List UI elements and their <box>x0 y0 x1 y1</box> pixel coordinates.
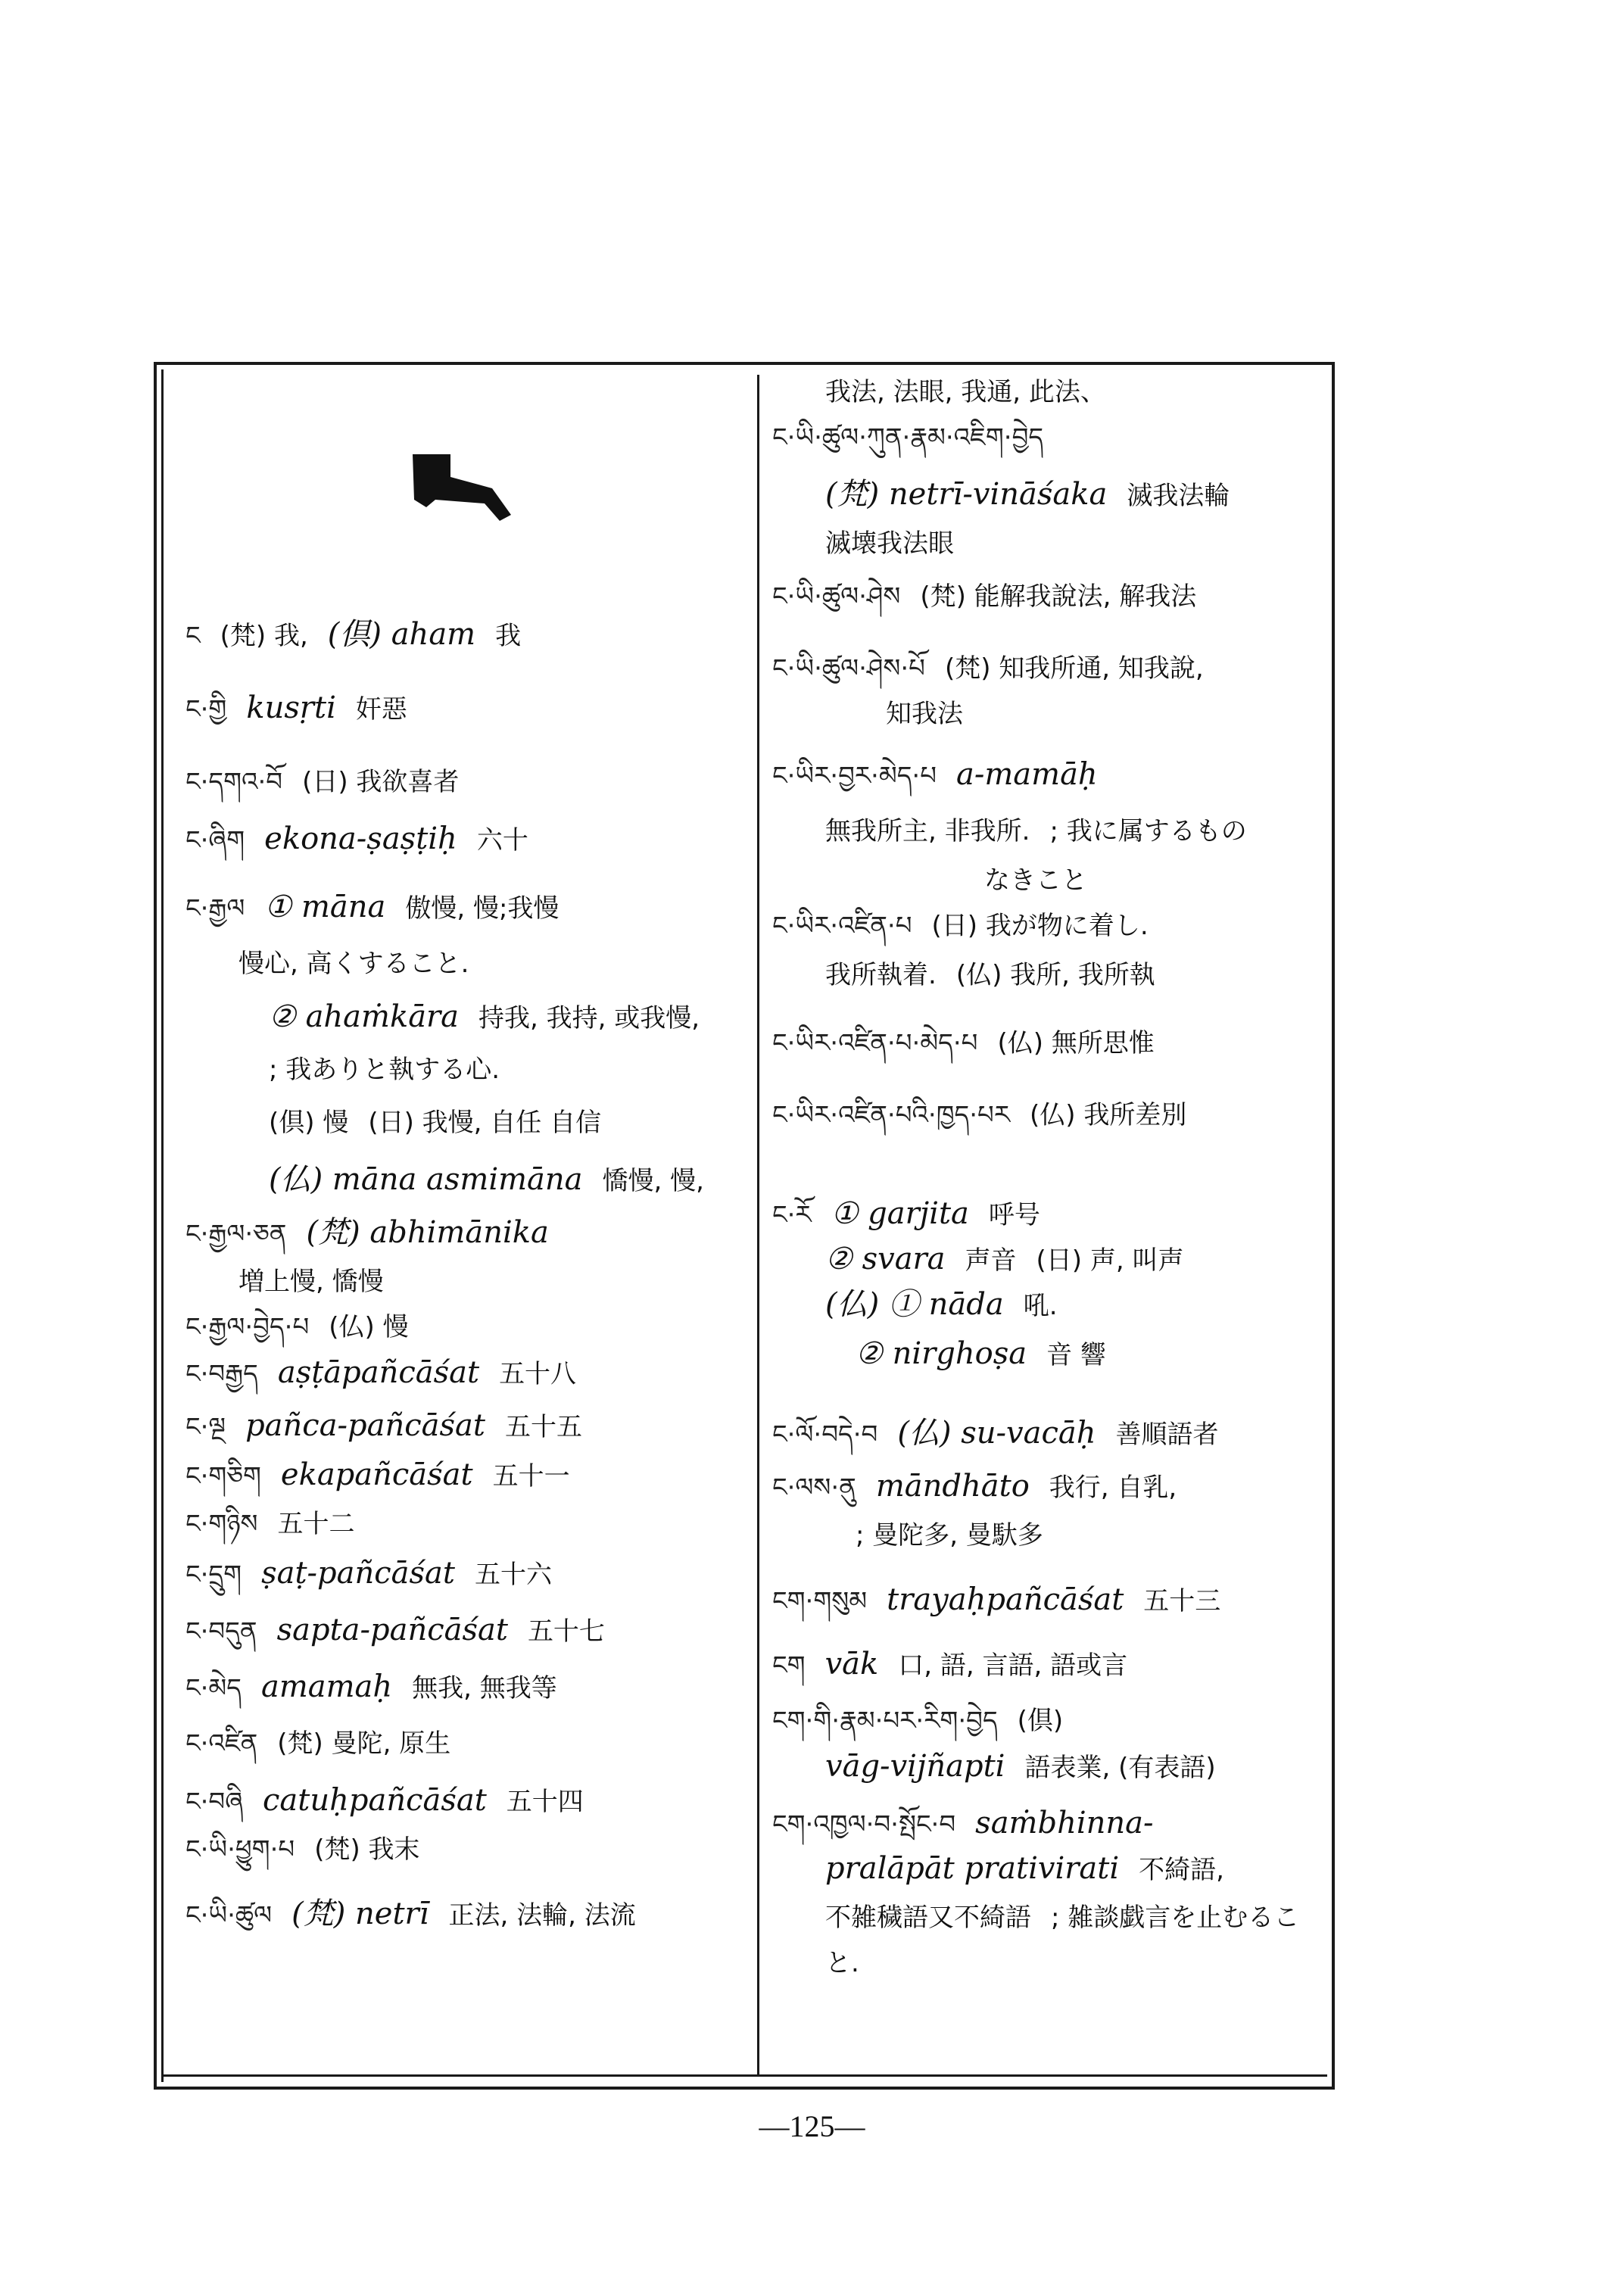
gloss-text: 吼. <box>1023 1291 1058 1321</box>
sanskrit-term: amamaḥ <box>260 1669 393 1704</box>
sanskrit-term: ② ahaṁkāra <box>269 999 460 1034</box>
tibetan-headword: ང·གྱི <box>185 694 227 725</box>
sanskrit-term: ekona-ṣaṣṭiḥ <box>264 821 457 856</box>
dictionary-entry <box>772 909 1168 942</box>
dictionary-entry <box>772 1026 1174 1059</box>
frame-inner-bottom-rule <box>161 2074 1327 2077</box>
tibetan-headword: ང·ཡི·ཕྱུག·པ <box>185 1834 295 1865</box>
gloss-text: 口, 語, 言語, 語或言 <box>898 1650 1128 1681</box>
dictionary-entry <box>772 1703 1083 1737</box>
dictionary-entry <box>825 1851 1244 1886</box>
gloss-text: 憍慢, 慢, <box>602 1166 704 1196</box>
gloss-text: 五十四 <box>506 1787 584 1817</box>
gloss-text: 正法, 法輪, 法流 <box>448 1900 636 1931</box>
gloss-text: (梵) 我末 <box>314 1834 420 1865</box>
tibetan-headword: ང·རྒྱལ <box>185 893 245 924</box>
tibetan-headword: ང·ཡིར·འཛིན·པ·མེད·པ <box>772 1028 978 1058</box>
sanskrit-term: vāg-vijñapti <box>825 1749 1005 1784</box>
gloss-text: なきこと <box>984 865 1087 896</box>
gloss-text: 五十五 <box>504 1412 582 1442</box>
gloss-text: 奸惡 <box>355 694 407 725</box>
tibetan-headword: ང·ལོ·བདེ·བ <box>772 1420 878 1450</box>
gloss-text: 我所執着. <box>825 960 937 990</box>
dictionary-entry <box>185 690 427 725</box>
tibetan-headword: ང·དྲུག <box>185 1560 242 1590</box>
dictionary-entry <box>772 1582 1240 1617</box>
dictionary-entry <box>238 1264 404 1298</box>
gloss-text: 五十二 <box>277 1509 355 1539</box>
sanskrit-term: pralāpāt prativirati <box>825 1851 1120 1886</box>
dictionary-entry <box>825 526 974 559</box>
gloss-text: (倶) 慢 <box>269 1108 349 1138</box>
dictionary-entry <box>772 579 1216 612</box>
dictionary-entry <box>185 1669 577 1704</box>
tibetan-headword: ང·ཡི·ཚུལ·ཀུན·རྣམ·འཇིག·བྱེད <box>772 422 1044 453</box>
sanskrit-term: ekapañcāśat <box>280 1457 473 1492</box>
gloss-text: (日) 声, 叫声 <box>1036 1245 1184 1276</box>
dictionary-entry <box>825 1946 879 1979</box>
gloss-text: 滅壊我法眼 <box>825 528 954 559</box>
gloss-text: 音 響 <box>1046 1340 1106 1370</box>
gloss-text: 我法, 法眼, 我通, 此法、 <box>825 377 1106 407</box>
gloss-text: 無我所主, 非我所. <box>825 816 1030 846</box>
dictionary-entry <box>825 814 1267 847</box>
gloss-text: 慢心, 高くすること. <box>238 949 469 979</box>
dictionary-entry <box>185 765 478 798</box>
dictionary-entry <box>185 1507 375 1540</box>
tibetan-headword: ང <box>185 621 201 651</box>
sanskrit-term: (梵) netrī <box>291 1897 429 1931</box>
dictionary-entry <box>856 1518 1063 1551</box>
sanskrit-term: māndhāto <box>875 1469 1030 1504</box>
dictionary-entry <box>772 420 1063 454</box>
sanskrit-term: (倶) aham <box>327 617 476 652</box>
tibetan-headword: ང·ལས·ནུ <box>772 1473 856 1503</box>
tibetan-headword: ང·རྒྱལ·ཅན <box>185 1219 287 1249</box>
dictionary-entry <box>269 1105 621 1139</box>
sanskrit-term: sapta-pañcāśat <box>276 1613 508 1647</box>
sanskrit-term: catuḥpañcāśat <box>263 1783 487 1818</box>
tibetan-headword: ང·གཉིས <box>185 1509 258 1539</box>
gloss-text: ; 我に属するもの <box>1049 816 1247 846</box>
tibetan-headword: ངག·འཁྱལ·བ·སྤོང·བ <box>772 1809 956 1840</box>
frame-inner-left-rule <box>161 369 164 2082</box>
dictionary-entry <box>825 1242 1203 1276</box>
dictionary-entry <box>772 1416 1239 1451</box>
dictionary-entry <box>772 1647 1147 1682</box>
sanskrit-term: saṁbhinna- <box>975 1806 1154 1840</box>
tibetan-headword: ང·ལྔ <box>185 1412 226 1442</box>
dictionary-entry <box>238 946 488 980</box>
tibetan-headword: ང·ཡིར·འཛིན·པ <box>772 911 912 941</box>
gloss-text: 不綺語, <box>1139 1855 1224 1885</box>
dictionary-entry <box>825 1900 1319 1934</box>
tibetan-headword: ང·བརྒྱད <box>185 1359 258 1389</box>
gloss-text: 無我, 無我等 <box>412 1673 557 1703</box>
tibetan-headword: ངག <box>772 1650 806 1681</box>
gloss-text: 持我, 我持, 或我慢, <box>478 1003 700 1033</box>
dictionary-entry <box>825 958 1175 991</box>
column-divider <box>757 375 759 2074</box>
sanskrit-term: ① māna <box>264 890 386 924</box>
dictionary-entry <box>772 1469 1196 1504</box>
sanskrit-term: (仏) ① nāda <box>825 1287 1004 1322</box>
gloss-text: 知我法 <box>886 699 963 729</box>
tibetan-headword: ང·ཡིར·འཛིན·པའི·ཁྱད·པར <box>772 1100 1011 1130</box>
dictionary-entry <box>185 1457 590 1492</box>
sanskrit-term: ② nirghoṣa <box>856 1336 1027 1371</box>
gloss-text: (仏) 我所差別 <box>1030 1100 1187 1130</box>
tibetan-headword: ང·ཡི·ཚུལ·ཤེས <box>772 581 901 612</box>
sanskrit-term: ṣaṭ-pañcāśat <box>261 1556 455 1591</box>
gloss-text: 声音 <box>965 1245 1017 1276</box>
tibetan-headword: ང·གཅིག <box>185 1461 261 1491</box>
gloss-text: (梵) 知我所通, 知我說, <box>944 653 1204 684</box>
gloss-text: (梵) 曼陀, 原生 <box>277 1728 451 1759</box>
gloss-text: 五十一 <box>492 1461 570 1491</box>
dictionary-entry <box>185 1215 569 1250</box>
gloss-text: (日) 我欲喜者 <box>302 767 460 797</box>
dictionary-entry <box>984 863 1107 896</box>
tibetan-headword: ང·བཞི <box>185 1787 244 1817</box>
gloss-text: 語表業, (有表語) <box>1024 1753 1216 1783</box>
gloss-text: 五十七 <box>527 1616 605 1647</box>
sanskrit-term: pañca-pañcāśat <box>245 1408 485 1443</box>
dictionary-entry <box>185 617 541 652</box>
dictionary-entry <box>185 890 578 924</box>
gloss-text: 五十六 <box>474 1560 552 1590</box>
dictionary-entry <box>269 1162 724 1197</box>
gloss-text: (梵) 能解我說法, 解我法 <box>920 581 1197 612</box>
sanskrit-term: vāk <box>824 1647 879 1682</box>
sanskrit-term: kusṛti <box>246 690 336 725</box>
sanskrit-term: (仏) māna asmimāna <box>269 1162 583 1197</box>
dictionary-entry <box>856 1336 1126 1371</box>
gloss-text: 滅我法輪 <box>1127 481 1230 511</box>
dictionary-entry <box>825 1749 1236 1784</box>
tibetan-headword: ང·རྒྱལ·བྱེད·པ <box>185 1312 310 1342</box>
sanskrit-term: a-mamāḥ <box>956 757 1098 792</box>
dictionary-entry <box>185 1355 596 1390</box>
sanskrit-term: trayaḥpañcāśat <box>887 1582 1124 1617</box>
gloss-text: 不雑穢語又不綺語 <box>825 1903 1031 1933</box>
page-number: —125— <box>759 2109 865 2143</box>
tibetan-headword: ངག·གི·རྣམ·པར·རིག·བྱེད <box>772 1706 998 1736</box>
gloss-text: ; 雑談戯言を止むるこ <box>1051 1903 1300 1933</box>
gloss-text: (仏) 我所, 我所執 <box>955 960 1155 990</box>
gloss-text: と. <box>825 1948 859 1978</box>
dictionary-entry <box>269 1052 519 1086</box>
gloss-text: 我 <box>495 621 522 651</box>
gloss-text: 五十八 <box>499 1359 577 1389</box>
dictionary-entry <box>185 1310 429 1343</box>
dictionary-entry <box>185 1783 603 1818</box>
tibetan-headword: ང·ཡི·ཚུལ <box>185 1900 273 1931</box>
gloss-text: (日) 我慢, 自任 自信 <box>368 1108 602 1138</box>
gloss-text: (日) 我が物に着し. <box>931 911 1149 941</box>
tibetan-headword: ང·འཛིན <box>185 1728 258 1759</box>
gloss-text: 我行, 自乳, <box>1049 1473 1177 1503</box>
dictionary-entry <box>886 697 983 730</box>
dictionary-entry <box>825 1287 1077 1322</box>
tibetan-headword: ང·བདུན <box>185 1616 257 1647</box>
heading-letter-nga <box>405 424 519 538</box>
tibetan-headword: ང·དགའ·བོ <box>185 767 283 797</box>
tibetan-headword: ང·མེད <box>185 1673 242 1703</box>
gloss-text: ; 我ありと執する心. <box>269 1055 500 1085</box>
sanskrit-term: (仏) su-vacāḥ <box>897 1416 1096 1451</box>
dictionary-entry <box>825 477 1249 512</box>
gloss-text: 五十三 <box>1143 1586 1221 1616</box>
dictionary-entry <box>825 375 1126 408</box>
dictionary-entry <box>185 1726 470 1759</box>
sanskrit-term: aṣṭāpañcāśat <box>277 1355 480 1390</box>
sanskrit-term: (梵) netrī-vināśaka <box>825 477 1108 512</box>
dictionary-entry <box>269 999 719 1034</box>
dictionary-entry <box>185 1613 625 1647</box>
dictionary-entry <box>772 1098 1206 1131</box>
dictionary-entry <box>185 1408 602 1443</box>
tibetan-headword: ང·རོ <box>772 1200 812 1230</box>
sanskrit-term: ② svara <box>825 1242 946 1276</box>
gloss-text: (仏) 慢 <box>329 1312 409 1342</box>
gloss-text: (梵) 我, <box>220 621 308 651</box>
dictionary-entry <box>185 821 548 856</box>
tibetan-headword: ང·ཡིར·བྱར·མེད·པ <box>772 761 937 791</box>
tibetan-headword: ང·ཡི·ཚུལ·ཤེས·པོ <box>772 653 925 684</box>
gloss-text: 六十 <box>476 825 528 856</box>
sanskrit-term: ① garjita <box>831 1196 969 1231</box>
gloss-text: ; 曼陀多, 曼馱多 <box>856 1520 1043 1551</box>
gloss-text: (仏) 無所思惟 <box>997 1028 1155 1058</box>
dictionary-entry <box>772 1806 1174 1840</box>
gloss-text: 呼号 <box>988 1200 1040 1230</box>
dictionary-entry <box>185 1556 572 1591</box>
gloss-text: (倶) <box>1017 1706 1064 1736</box>
sanskrit-term: (梵) abhimānika <box>306 1215 549 1250</box>
gloss-text: 善順語者 <box>1115 1420 1219 1450</box>
tibetan-headword: ངག·གསུམ <box>772 1586 868 1616</box>
dictionary-entry <box>772 757 1117 792</box>
dictionary-entry <box>185 1897 656 1931</box>
tibetan-headword: ང·ཞིག <box>185 825 245 856</box>
gloss-text: 増上慢, 憍慢 <box>238 1267 384 1297</box>
dictionary-entry <box>772 1196 1060 1231</box>
dictionary-entry <box>772 651 1223 684</box>
dictionary-entry <box>185 1832 440 1865</box>
gloss-text: 傲慢, 慢;我慢 <box>405 893 560 924</box>
